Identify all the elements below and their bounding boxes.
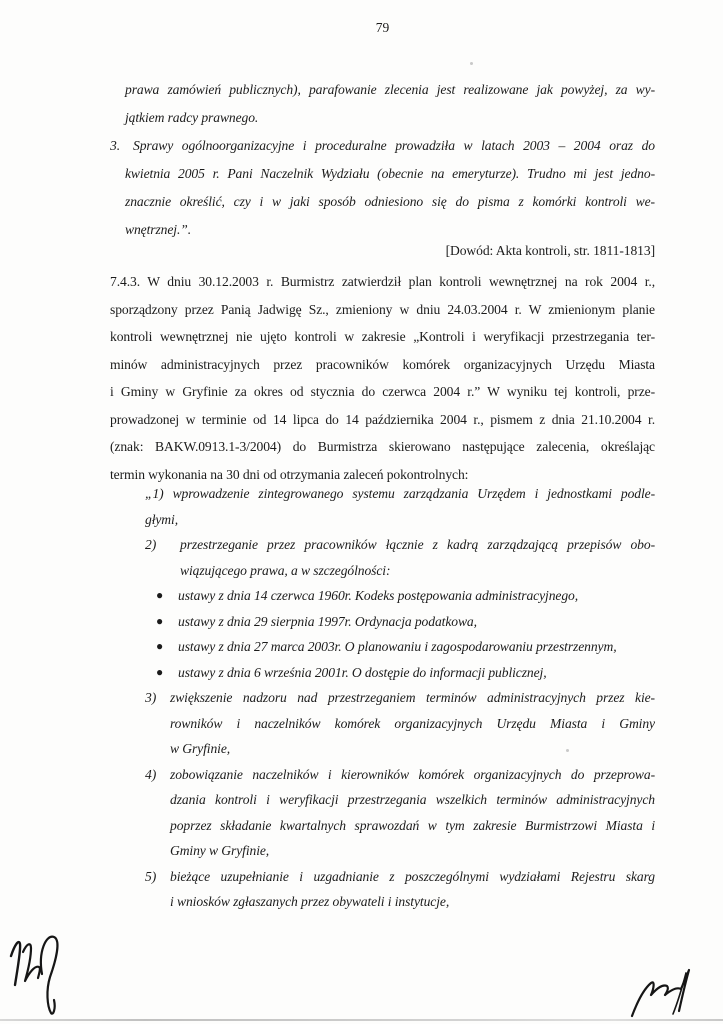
recommendations-list (110, 481, 655, 915)
text-line: kontroli wewnętrznej nie ujęto kontroli w zakresie „Kontroli i weryfikacji przestrzegania ter- (110, 329, 655, 344)
text-line: ustawy z dnia 14 czerwca 1960r. Kodeks postępowania administracyjnego, (178, 588, 579, 603)
bullet-icon: ● (156, 664, 164, 679)
list-number: 3) (145, 690, 157, 705)
text-line: i wniosków zgłaszanych przez obywateli i instytucje, (170, 894, 450, 909)
evidence-reference: [Dowód: Akta kontroli, str. 1811-1813] (445, 243, 655, 258)
bullet-item (110, 634, 655, 660)
list-number: 5) (145, 868, 157, 884)
text-line: rowników i naczelników komórek organizacyjnych Urzędu Miasta i Gminy (170, 715, 655, 731)
recommendation-4 (110, 762, 655, 864)
text-line: znacznie określić, czy i w jaki sposób odniesiono się do pisma z komórki kontroli we- (125, 194, 655, 209)
bullet-icon: ● (156, 613, 164, 628)
text-line: minów administracyjnych przez pracowników komórek organizacyjnych Urzędu Miasta (110, 356, 655, 372)
handwritten-signature-left (6, 930, 68, 1018)
text-line: ustawy z dnia 6 września 2001r. O dostępie do informacji publicznej, (178, 664, 547, 680)
text-line: „1) wprowadzenie zintegrowanego systemu zarządzania Urzędem i jednostkami podle- (145, 486, 655, 501)
scan-edge-artifact (0, 1019, 723, 1021)
bullet-icon: ● (156, 639, 164, 653)
bullet-item (110, 609, 655, 635)
text-line: prowadzonej w terminie od 14 lipca do 14 października 2004 r., pismem z dnia 21.10.2004 r. (110, 411, 655, 427)
text-line: ustawy z dnia 27 marca 2003r. O planowaniu i zagospodarowaniu przestrzennym, (178, 639, 617, 654)
testimony-item-3 (110, 132, 655, 244)
text-line: głymi, (145, 511, 178, 527)
text-line: wnętrznej.”. (125, 222, 192, 237)
text-line: w Gryfinie, (170, 741, 231, 756)
recommendation-2 (110, 532, 655, 583)
list-number: 2) (145, 537, 157, 552)
text-line: Gminy w Gryfinie, (170, 843, 270, 858)
recommendation-1 (145, 481, 655, 532)
text-line: prawa zamówień publicznych), parafowanie zlecenia jest realizowane jak powyżej, za wy- (125, 82, 655, 97)
recommendation-3 (110, 685, 655, 762)
text-line: zobowiązanie naczelników i kierowników komórek organizacyjnych do przeprowa- (170, 766, 655, 782)
text-line: bieżące uzupełnianie i uzgadnianie z poszczególnymi wydziałami Rejestru skarg (170, 868, 655, 884)
text-line: jątkiem radcy prawnego. (125, 110, 259, 125)
statute-bullet-list (110, 583, 655, 685)
bullet-item (110, 660, 655, 686)
bullet-item (110, 583, 655, 609)
recommendation-5 (110, 864, 655, 915)
list-number: 4) (145, 766, 157, 782)
text-line: 7.4.3. W dniu 30.12.2003 r. Burmistrz zatwierdził plan kontroli wewnętrznej na rok 2004 r., (110, 274, 655, 289)
text-line: ustawy z dnia 29 sierpnia 1997r. Ordynacja podatkowa, (178, 613, 477, 629)
text-line: dzania kontroli i weryfikacji przestrzegania wszelkich terminów administracyjnych (170, 792, 655, 807)
list-number: 3. (110, 138, 120, 153)
paragraph-7-4-3 (110, 268, 655, 488)
scan-speck (470, 62, 473, 65)
scan-speck (566, 749, 569, 752)
text-line: Sprawy ogólnoorganizacyjne i proceduralne prowadziła w latach 2003 – 2004 oraz do (133, 138, 655, 153)
text-line: termin wykonania na 30 dni od otrzymania zaleceń pokontrolnych: (110, 466, 469, 482)
text-line: sporządzony przez Panią Jadwigę Sz., zmieniony w dniu 24.03.2004 r. W zmienionym planie (110, 301, 655, 317)
text-line: poprzez składanie kwartalnych sprawozdań w tym zakresie Burmistrzowi Miasta i (170, 817, 655, 833)
quote-continuation (110, 76, 655, 132)
text-line: wiązującego prawa, a w szczególności: (180, 562, 391, 578)
text-line: (znak: BAKW.0913.1-3/2004) do Burmistrza skierowano następujące zalecenia, określając (110, 439, 655, 454)
text-line: zwiększenie nadzoru nad przestrzeganiem terminów administracyjnych przez kie- (170, 690, 655, 705)
text-line: kwietnia 2005 r. Pani Naczelnik Wydziału (obecnie na emeryturze). Trudno mi jest jedno- (125, 166, 655, 181)
text-line: przestrzeganie przez pracowników łącznie z kadrą zarządzającą przepisów obo- (180, 537, 655, 552)
page-number: 79 (375, 20, 390, 35)
text-line: i Gminy w Gryfinie za okres od stycznia do czerwca 2004 r.” W wyniku tej kontroli, prze- (110, 384, 655, 399)
bullet-icon: ● (156, 588, 164, 602)
handwritten-signature-right (626, 964, 694, 1020)
